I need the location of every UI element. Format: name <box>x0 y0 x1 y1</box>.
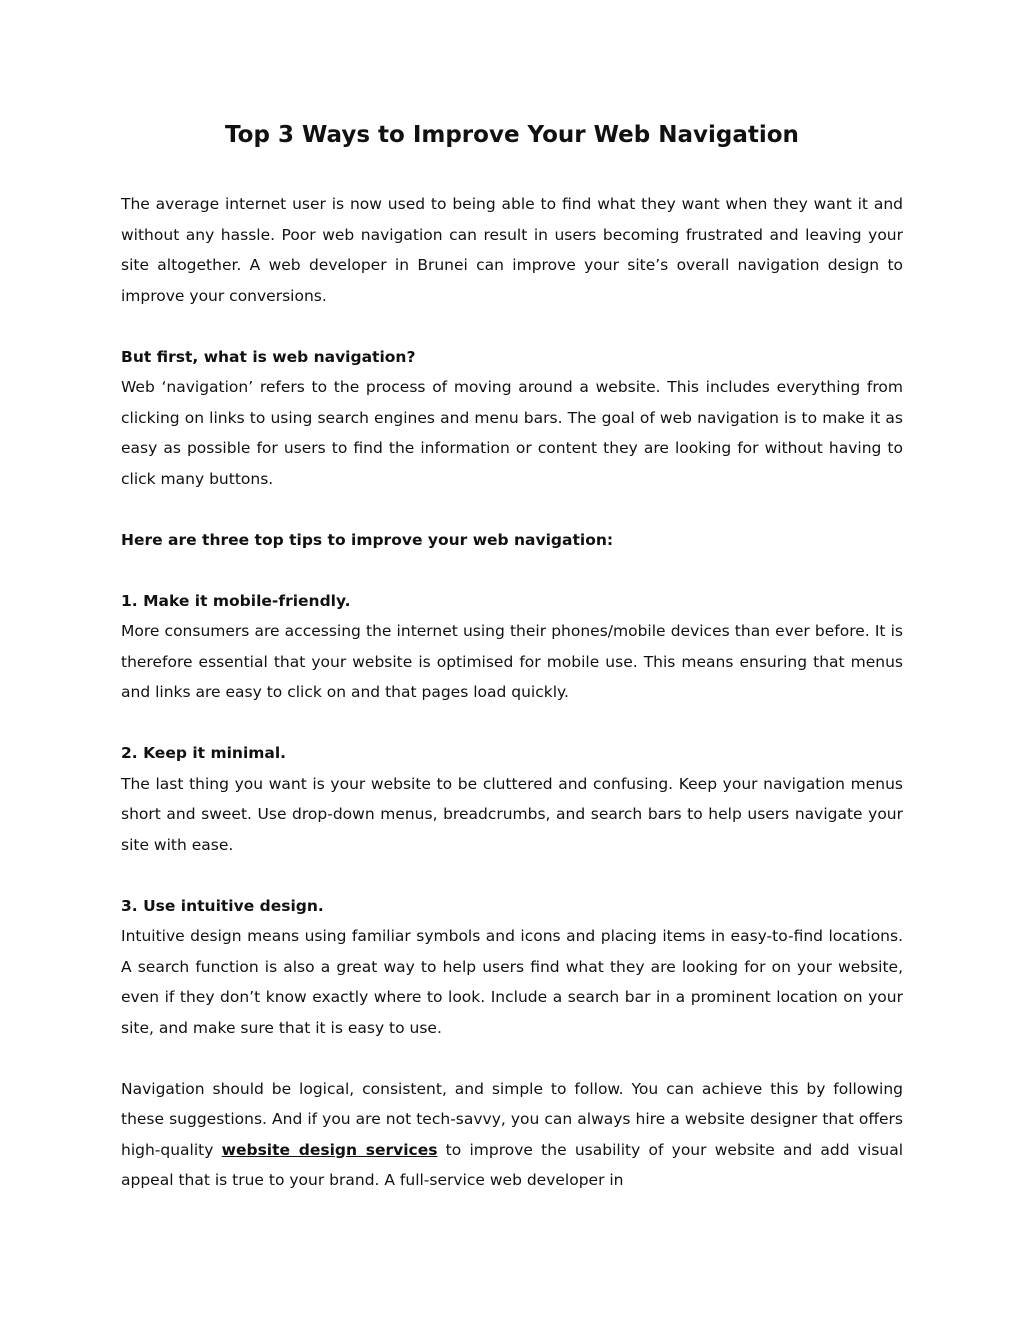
website-design-services-link[interactable]: website design services <box>221 1140 438 1159</box>
tips-intro: Here are three top tips to improve your web navigation: <box>121 530 614 549</box>
tip-heading: 3. Use intuitive design. <box>121 896 324 915</box>
tip-text: Intuitive design means using familiar symbols and icons and placing items in easy-to-find locations. A search function is also a great way to help users find what they are looking for on your website, even if they don’t know exactly where to look. Include a search bar in a prominent location on your site, and make sure that it is easy to use. <box>121 927 903 1037</box>
closing-text-before-link: Navigation should be logical, consistent, and simple to follow. You can achieve this by following these suggestions. And if you are not tech-savvy, you can always hire a website designer that offers high-quality <box>121 1079 903 1159</box>
tip-text: More consumers are accessing the internet using their phones/mobile devices than ever before. It is therefore essential that your website is optimised for mobile use. This means ensuring that menus and links are easy to click on and that pages load quickly. <box>121 622 903 701</box>
section-text: Web ‘navigation’ refers to the process of moving around a website. This includes everything from clicking on links to using search engines and menu bars. The goal of web navigation is to make it as easy as possible for users to find the information or content they are looking for without having to click many buttons. <box>121 378 903 488</box>
tip-item <box>121 891 903 1044</box>
tip-item <box>121 586 903 708</box>
document-body <box>121 189 903 1226</box>
section-heading: But first, what is web navigation? <box>121 347 416 366</box>
tip-item <box>121 738 903 860</box>
closing-text-after-link: to improve the usability of your website and add visual appeal that is true to your brand. A full-service web developer in <box>121 1140 903 1189</box>
tip-heading: 2. Keep it minimal. <box>121 744 287 762</box>
closing-paragraph <box>121 1074 903 1196</box>
tip-heading: 1. Make it mobile-friendly. <box>121 591 351 610</box>
intro-paragraph: The average internet user is now used to being able to find what they want when they want it and without any hassle. Poor web navigation can result in users becoming frustrated and leaving your site altogether. A web developer in Brunei can improve your site’s overall navigation design to improve your conversions. <box>121 195 903 305</box>
document-title: Top 3 Ways to Improve Your Web Navigation <box>225 122 799 148</box>
tip-text: The last thing you want is your website to be cluttered and confusing. Keep your navigation menus short and sweet. Use drop-down menus, breadcrumbs, and search bars to help users navigate your site with ease. <box>121 774 903 854</box>
section-what-is-navigation <box>121 342 903 495</box>
